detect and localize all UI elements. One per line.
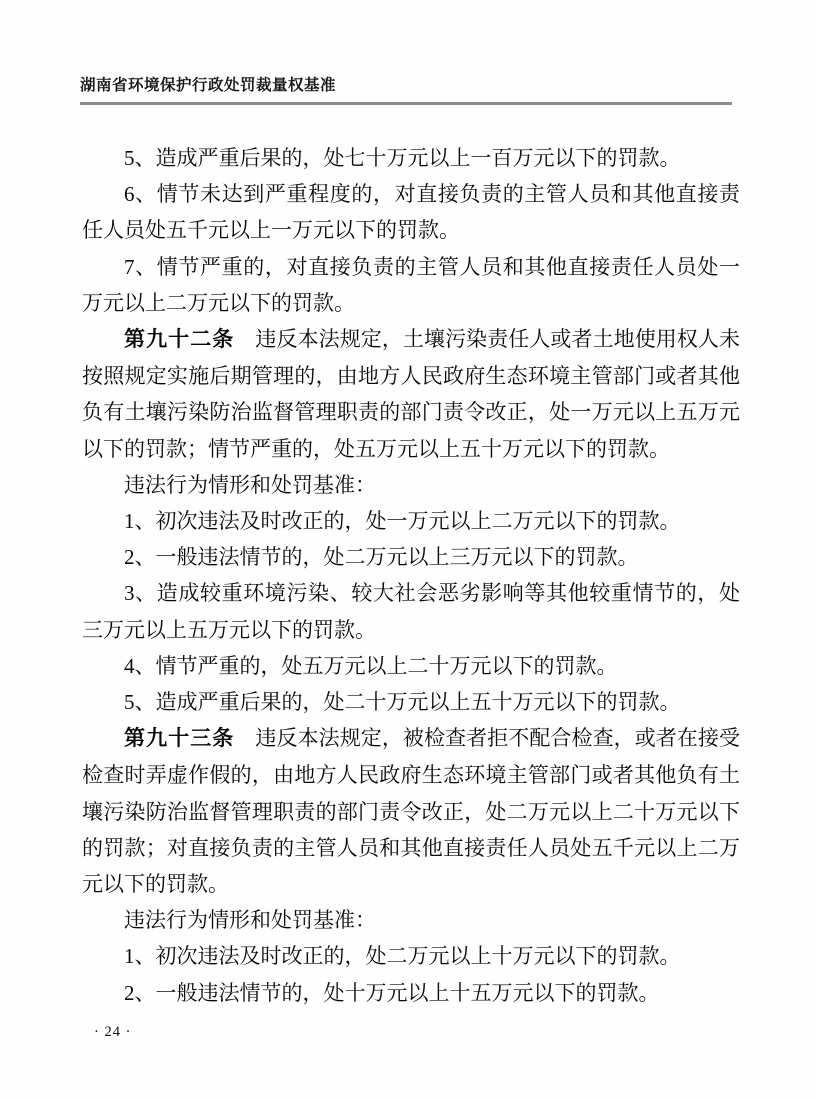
paragraph-text: 违法行为情形和处罚基准： <box>124 472 376 497</box>
paragraph-text: 违反本法规定，被检查者拒不配合检查，或者在接受检查时弄虚作假的，由地方人民政府生态环境主管部门或者其他负有土壤污染防治监督管理职责的部门责令改正，处二万元以上二十万元以下的罚款；对直接负责的主管人员和其他直接责任人员处五千元以上二万元以下的罚款。 <box>82 726 741 897</box>
paragraph-text: 2、一般违法情节的，处二万元以上三万元以下的罚款。 <box>124 545 639 570</box>
paragraph <box>82 902 740 938</box>
paragraph-text: 2、一般违法情节的，处十万元以上十五万元以下的罚款。 <box>124 980 660 1005</box>
paragraph-text: 7、情节严重的，对直接负责的主管人员和其他直接责任人员处一万元以上二万元以下的罚款。 <box>82 254 740 315</box>
paragraph <box>82 321 740 467</box>
paragraph-text: 3、造成较重环境污染、较大社会恶劣影响等其他较重情节的，处三万元以上五万元以下的罚款。 <box>82 581 740 642</box>
paragraph-text: 5、造成严重后果的，处二十万元以上五十万元以下的罚款。 <box>124 690 681 715</box>
article-number: 第九十二条 <box>124 328 235 352</box>
paragraph-text: 1、初次违法及时改正的，处二万元以上十万元以下的罚款。 <box>124 944 681 969</box>
paragraph <box>82 938 740 974</box>
paragraph-text: 4、情节严重的，处五万元以上二十万元以下的罚款。 <box>124 653 618 678</box>
page-number: · 24 · <box>94 1024 132 1040</box>
paragraph-text: 违反本法规定，土壤污染责任人或者土地使用权人未按照规定实施后期管理的，由地方人民政府生态环境主管部门或者其他负有土壤污染防治监督管理职责的部门责令改正，处一万元以上五万元以下的罚款；情节严重的，处五万元以上五十万元以下的罚款。 <box>82 327 741 461</box>
paragraph <box>82 503 740 539</box>
document-body <box>82 140 740 1011</box>
article-number: 第九十三条 <box>124 727 235 751</box>
paragraph <box>82 539 740 575</box>
paragraph <box>82 648 740 684</box>
paragraph-text: 1、初次违法及时改正的，处一万元以上二万元以下的罚款。 <box>124 509 681 534</box>
paragraph <box>82 720 740 902</box>
paragraph <box>82 140 740 176</box>
paragraph <box>82 975 740 1011</box>
paragraph-text: 6、情节未达到严重程度的，对直接负责的主管人员和其他直接责任人员处五千元以上一万元以下的罚款。 <box>82 182 740 243</box>
paragraph <box>82 467 740 503</box>
paragraph <box>82 176 740 248</box>
paragraph-text: 5、造成严重后果的，处七十万元以上一百万元以下的罚款。 <box>124 146 681 170</box>
header-rule <box>80 102 732 105</box>
paragraph <box>82 575 740 647</box>
paragraph <box>82 684 740 720</box>
page-footer <box>94 1024 131 1041</box>
page-header <box>80 76 732 105</box>
paragraph-text: 违法行为情形和处罚基准： <box>124 908 376 933</box>
paragraph <box>82 249 740 321</box>
header-title: 湖南省环境保护行政处罚裁量权基准 <box>80 77 337 94</box>
